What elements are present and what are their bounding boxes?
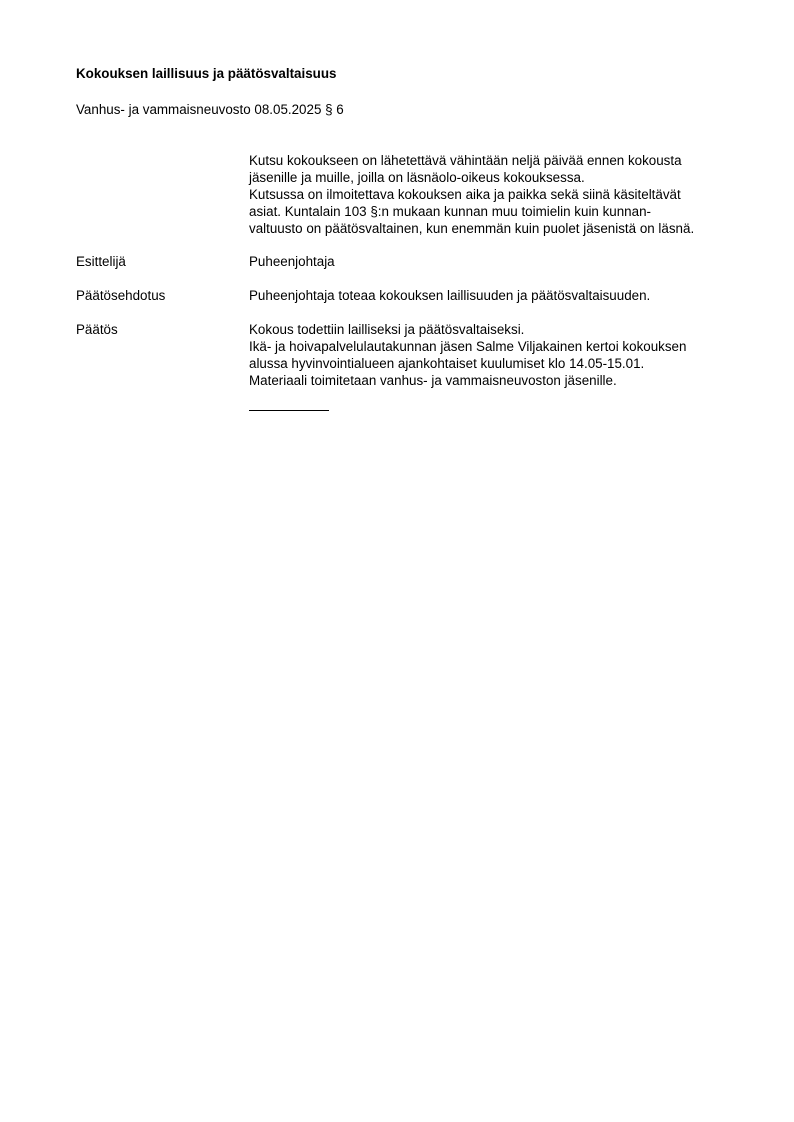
intro-label-spacer — [76, 152, 249, 237]
decision-label: Päätös — [76, 322, 118, 337]
decision-section — [76, 321, 746, 411]
presenter-label: Esittelijä — [76, 254, 126, 269]
presenter-section — [76, 253, 746, 270]
intro-paragraph-2 — [249, 186, 746, 237]
decision-note-line-2: alussa hyvinvointialueen ajankohtaiset kuulumiset klo 14.05-15.01. — [249, 356, 645, 371]
intro-p1-line-2: jäsenille ja muille, joilla on läsnäolo-oikeus kokouksessa. — [249, 170, 585, 185]
proposal-section — [76, 287, 746, 304]
proposal-value: Puheenjohtaja toteaa kokouksen laillisuuden ja päätösvaltaisuuden. — [249, 288, 651, 303]
decision-note — [249, 338, 746, 389]
meeting-reference: Vanhus- ja vammaisneuvosto 08.05.2025 § 6 — [76, 102, 344, 117]
document-title: Kokouksen laillisuus ja päätösvaltaisuus — [76, 66, 337, 81]
intro-p2-line-1: Kutsussa on ilmoitettava kokouksen aika ja paikka sekä siinä käsiteltävät — [249, 187, 681, 202]
intro-paragraph-1 — [249, 152, 746, 186]
intro-p1-line-1: Kutsu kokoukseen on lähetettävä vähintään neljä päivää ennen kokousta — [249, 153, 682, 168]
closing-rule-line — [249, 410, 329, 411]
intro-content — [249, 152, 746, 237]
proposal-label: Päätösehdotus — [76, 288, 166, 303]
presenter-value: Puheenjohtaja — [249, 254, 335, 269]
decision-content — [249, 321, 746, 411]
document-page — [76, 64, 746, 411]
intro-p2-line-3: valtuusto on päätösvaltainen, kun enemmän kuin puolet jäsenistä on läsnä. — [249, 221, 695, 236]
decision-note-line-3: Materiaali toimitetaan vanhus- ja vammaisneuvoston jäsenille. — [249, 373, 617, 388]
intro-section — [76, 152, 746, 237]
decision-note-line-1: Ikä- ja hoivapalvelulautakunnan jäsen Salme Viljakainen kertoi kokouksen — [249, 339, 687, 354]
intro-p2-line-2: asiat. Kuntalain 103 §:n mukaan kunnan muu toimielin kuin kunnan- — [249, 204, 651, 219]
decision-value: Kokous todettiin lailliseksi ja päätösvaltaiseksi. — [249, 322, 525, 337]
